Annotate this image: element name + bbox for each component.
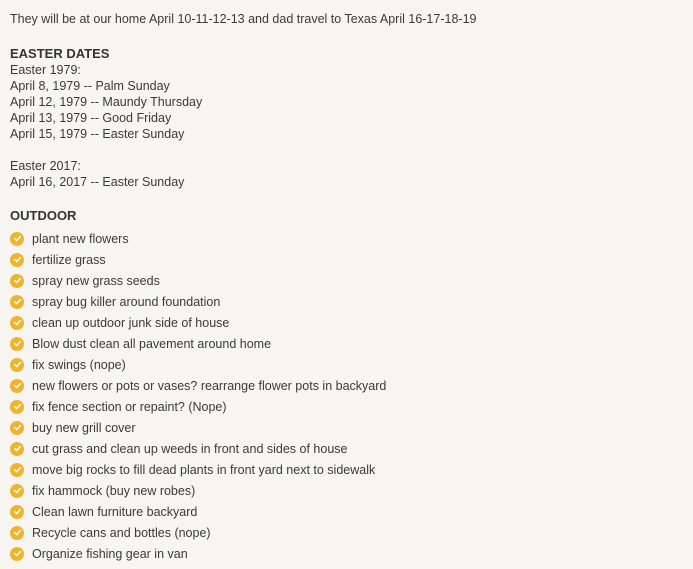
easter-2017-block xyxy=(10,158,685,190)
checkmark-icon xyxy=(13,339,22,348)
checklist-item-text: buy new grill cover xyxy=(32,420,136,435)
note-body[interactable] xyxy=(10,11,685,564)
checklist-item-text: fertilize grass xyxy=(32,252,106,267)
checked-checkbox[interactable] xyxy=(10,526,24,540)
checkmark-icon xyxy=(13,234,22,243)
checkmark-icon xyxy=(13,549,22,558)
checkmark-icon xyxy=(13,507,22,516)
checkmark-icon xyxy=(13,486,22,495)
checklist-item xyxy=(10,438,685,459)
checked-checkbox[interactable] xyxy=(10,358,24,372)
checklist-item xyxy=(10,354,685,375)
easter-line: Easter 2017: xyxy=(10,159,81,173)
checklist-item xyxy=(10,543,685,564)
checkmark-icon xyxy=(13,381,22,390)
easter-line: April 16, 2017 -- Easter Sunday xyxy=(10,175,185,189)
checked-checkbox[interactable] xyxy=(10,274,24,288)
checklist-item xyxy=(10,501,685,522)
checked-checkbox[interactable] xyxy=(10,400,24,414)
checklist-item xyxy=(10,417,685,438)
checklist-item-text: fix hammock (buy new robes) xyxy=(32,483,196,498)
checkmark-icon xyxy=(13,528,22,537)
checked-checkbox[interactable] xyxy=(10,337,24,351)
checkmark-icon xyxy=(13,444,22,453)
checklist-item-text: Organize fishing gear in van xyxy=(32,546,188,561)
checklist-item xyxy=(10,333,685,354)
checklist-item xyxy=(10,375,685,396)
intro-text: They will be at our home April 10-11-12-13 and dad travel to Texas April 16-17-18-19 xyxy=(10,12,477,26)
easter-line: April 13, 1979 -- Good Friday xyxy=(10,111,172,125)
checkmark-icon xyxy=(13,276,22,285)
easter-heading: EASTER DATES xyxy=(10,46,110,61)
easter-line: Easter 1979: xyxy=(10,63,81,77)
checklist-item-text: fix swings (nope) xyxy=(32,357,126,372)
checked-checkbox[interactable] xyxy=(10,505,24,519)
spacer xyxy=(10,142,685,158)
checkmark-icon xyxy=(13,318,22,327)
checklist-item xyxy=(10,270,685,291)
checklist-item xyxy=(10,459,685,480)
checked-checkbox[interactable] xyxy=(10,379,24,393)
checkmark-icon xyxy=(13,297,22,306)
outdoor-heading: OUTDOOR xyxy=(10,208,77,223)
easter-line: April 12, 1979 -- Maundy Thursday xyxy=(10,95,203,109)
checklist-item-text: plant new flowers xyxy=(32,231,129,246)
outdoor-checklist xyxy=(10,228,685,564)
checked-checkbox[interactable] xyxy=(10,442,24,456)
checklist-item-text: fix fence section or repaint? (Nope) xyxy=(32,399,227,414)
easter-line: April 8, 1979 -- Palm Sunday xyxy=(10,79,170,93)
checklist-item-text: spray bug killer around foundation xyxy=(32,294,221,309)
checklist-item-text: cut grass and clean up weeds in front and sides of house xyxy=(32,441,348,456)
checked-checkbox[interactable] xyxy=(10,484,24,498)
checkmark-icon xyxy=(13,255,22,264)
checklist-item xyxy=(10,291,685,312)
checked-checkbox[interactable] xyxy=(10,253,24,267)
checked-checkbox[interactable] xyxy=(10,421,24,435)
checklist-item-text: clean up outdoor junk side of house xyxy=(32,315,230,330)
checklist-item-text: Blow dust clean all pavement around home xyxy=(32,336,272,351)
checked-checkbox[interactable] xyxy=(10,463,24,477)
checked-checkbox[interactable] xyxy=(10,232,24,246)
checklist-item-text: move big rocks to fill dead plants in front yard next to sidewalk xyxy=(32,462,376,477)
checklist-item-text: spray new grass seeds xyxy=(32,273,160,288)
checkmark-icon xyxy=(13,423,22,432)
easter-line: April 15, 1979 -- Easter Sunday xyxy=(10,127,185,141)
checked-checkbox[interactable] xyxy=(10,295,24,309)
easter-1979-block xyxy=(10,62,685,142)
checklist-item-text: Clean lawn furniture backyard xyxy=(32,504,198,519)
checklist-item-text: new flowers or pots or vases? rearrange flower pots in backyard xyxy=(32,378,387,393)
checkmark-icon xyxy=(13,465,22,474)
checkmark-icon xyxy=(13,402,22,411)
checkmark-icon xyxy=(13,360,22,369)
checklist-item xyxy=(10,228,685,249)
checked-checkbox[interactable] xyxy=(10,547,24,561)
checked-checkbox[interactable] xyxy=(10,316,24,330)
checklist-item xyxy=(10,312,685,333)
spacer xyxy=(10,190,685,207)
checklist-item xyxy=(10,396,685,417)
checklist-item xyxy=(10,522,685,543)
checklist-item xyxy=(10,480,685,501)
checklist-item xyxy=(10,249,685,270)
checklist-item-text: Recycle cans and bottles (nope) xyxy=(32,525,211,540)
